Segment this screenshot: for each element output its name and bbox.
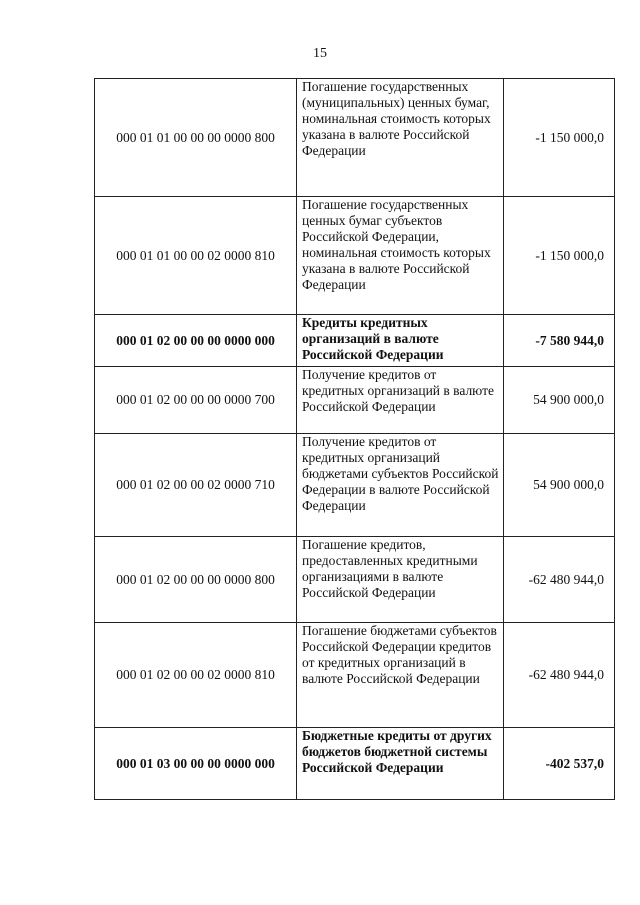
row-name: Погашение бюджетами субъектов Российской Федерации кредитов от кредитных организаций в валюте Российской Федерации [297, 623, 504, 728]
table-row [95, 367, 615, 434]
table-row [95, 197, 615, 315]
row-amount: 54 900 000,0 [504, 434, 615, 537]
row-code: 000 01 02 00 00 00 0000 000 [95, 315, 297, 367]
row-amount: -7 580 944,0 [504, 315, 615, 367]
row-name: Кредиты кредитных организаций в валюте Российской Федерации [297, 315, 504, 367]
page-number: 15 [313, 46, 327, 61]
row-amount: -402 537,0 [504, 728, 615, 800]
budget-sources-table [94, 78, 615, 800]
row-code: 000 01 02 00 00 02 0000 810 [95, 623, 297, 728]
row-amount: 54 900 000,0 [504, 367, 615, 434]
row-name: Получение кредитов от кредитных организаций бюджетами субъектов Российской Федерации в валюте Российской Федерации [297, 434, 504, 537]
row-code: 000 01 03 00 00 00 0000 000 [95, 728, 297, 800]
row-amount: -62 480 944,0 [504, 623, 615, 728]
row-code: 000 01 02 00 00 00 0000 700 [95, 367, 297, 434]
row-name: Получение кредитов от кредитных организаций в валюте Российской Федерации [297, 367, 504, 434]
row-name: Погашение государственных (муниципальных) ценных бумаг, номинальная стоимость которых указана в валюте Российской Федерации [297, 79, 504, 197]
row-amount: -1 150 000,0 [504, 79, 615, 197]
table-row [95, 623, 615, 728]
row-code: 000 01 01 00 00 02 0000 810 [95, 197, 297, 315]
row-code: 000 01 01 00 00 00 0000 800 [95, 79, 297, 197]
row-name: Бюджетные кредиты от других бюджетов бюджетной системы Российской Федерации [297, 728, 504, 800]
table-row [95, 537, 615, 623]
row-name: Погашение кредитов, предоставленных кредитными организациями в валюте Российской Федерации [297, 537, 504, 623]
row-name: Погашение государственных ценных бумаг субъектов Российской Федерации, номинальная стоимость которых указана в валюте Российской Федерации [297, 197, 504, 315]
table-row [95, 728, 615, 800]
table-row [95, 79, 615, 197]
table-row [95, 315, 615, 367]
row-amount: -62 480 944,0 [504, 537, 615, 623]
row-amount: -1 150 000,0 [504, 197, 615, 315]
row-code: 000 01 02 00 00 02 0000 710 [95, 434, 297, 537]
row-code: 000 01 02 00 00 00 0000 800 [95, 537, 297, 623]
table-row [95, 434, 615, 537]
